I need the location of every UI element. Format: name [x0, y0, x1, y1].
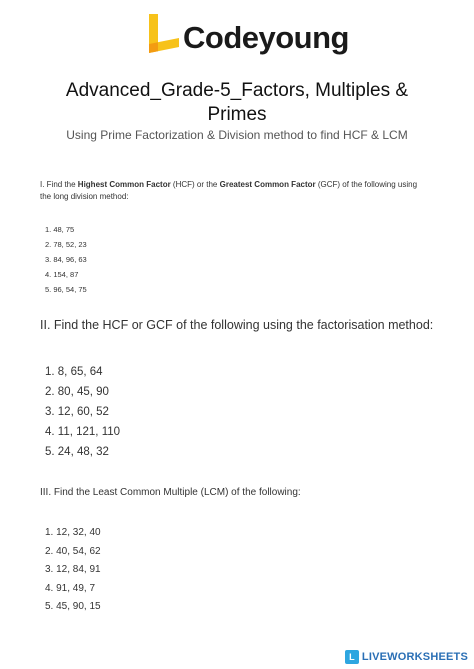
question-3-list — [45, 527, 101, 620]
question-1-line-1: I. Find the Highest Common Factor (HCF) or the Greatest Common Factor (GCF) of the following using — [40, 180, 418, 189]
page-title-line-1: Advanced_Grade-5_Factors, Multiples & — [65, 80, 409, 101]
list-item: 4. 11, 121, 110 — [45, 426, 121, 438]
page-title-line-2: Primes — [207, 104, 267, 125]
list-item: 3. 84, 96, 63 — [45, 255, 87, 264]
list-item: 4. 154, 87 — [45, 270, 79, 279]
list-item: 3. 12, 84, 91 — [45, 564, 101, 575]
list-item: 2. 40, 54, 62 — [45, 545, 101, 557]
codeyoung-logo — [147, 14, 349, 62]
list-item: 2. 78, 52, 23 — [45, 240, 87, 249]
question-2-heading: II. Find the HCF or GCF of the following using the factorisation method: — [40, 318, 434, 332]
question-1-heading — [40, 179, 417, 203]
list-item: 5. 45, 90, 15 — [45, 601, 101, 612]
list-item: 1. 48, 75 — [45, 225, 75, 234]
question-1-list — [45, 225, 87, 300]
codeyoung-logo-mark-icon — [147, 14, 181, 60]
list-item: 2. 80, 45, 90 — [45, 386, 109, 398]
question-1-line-2: the long division method: — [40, 192, 129, 201]
page-subtitle: Using Prime Factorization & Division method to find HCF & LCM — [66, 128, 408, 142]
brand-name: Codeyoung — [183, 20, 349, 55]
liveworksheets-watermark[interactable] — [345, 649, 468, 665]
list-item: 5. 24, 48, 32 — [45, 446, 109, 458]
question-3-heading: III. Find the Least Common Multiple (LCM) of the following: — [40, 487, 301, 498]
list-item: 1. 12, 32, 40 — [45, 527, 101, 538]
liveworksheets-logo-icon: L — [345, 650, 359, 664]
list-item: 3. 12, 60, 52 — [45, 406, 109, 418]
list-item: 5. 96, 54, 75 — [45, 285, 87, 294]
list-item: 1. 8, 65, 64 — [45, 366, 103, 378]
question-2-list — [45, 366, 120, 466]
liveworksheets-text: LIVEWORKSHEETS — [361, 651, 468, 663]
list-item: 4. 91, 49, 7 — [45, 582, 96, 594]
